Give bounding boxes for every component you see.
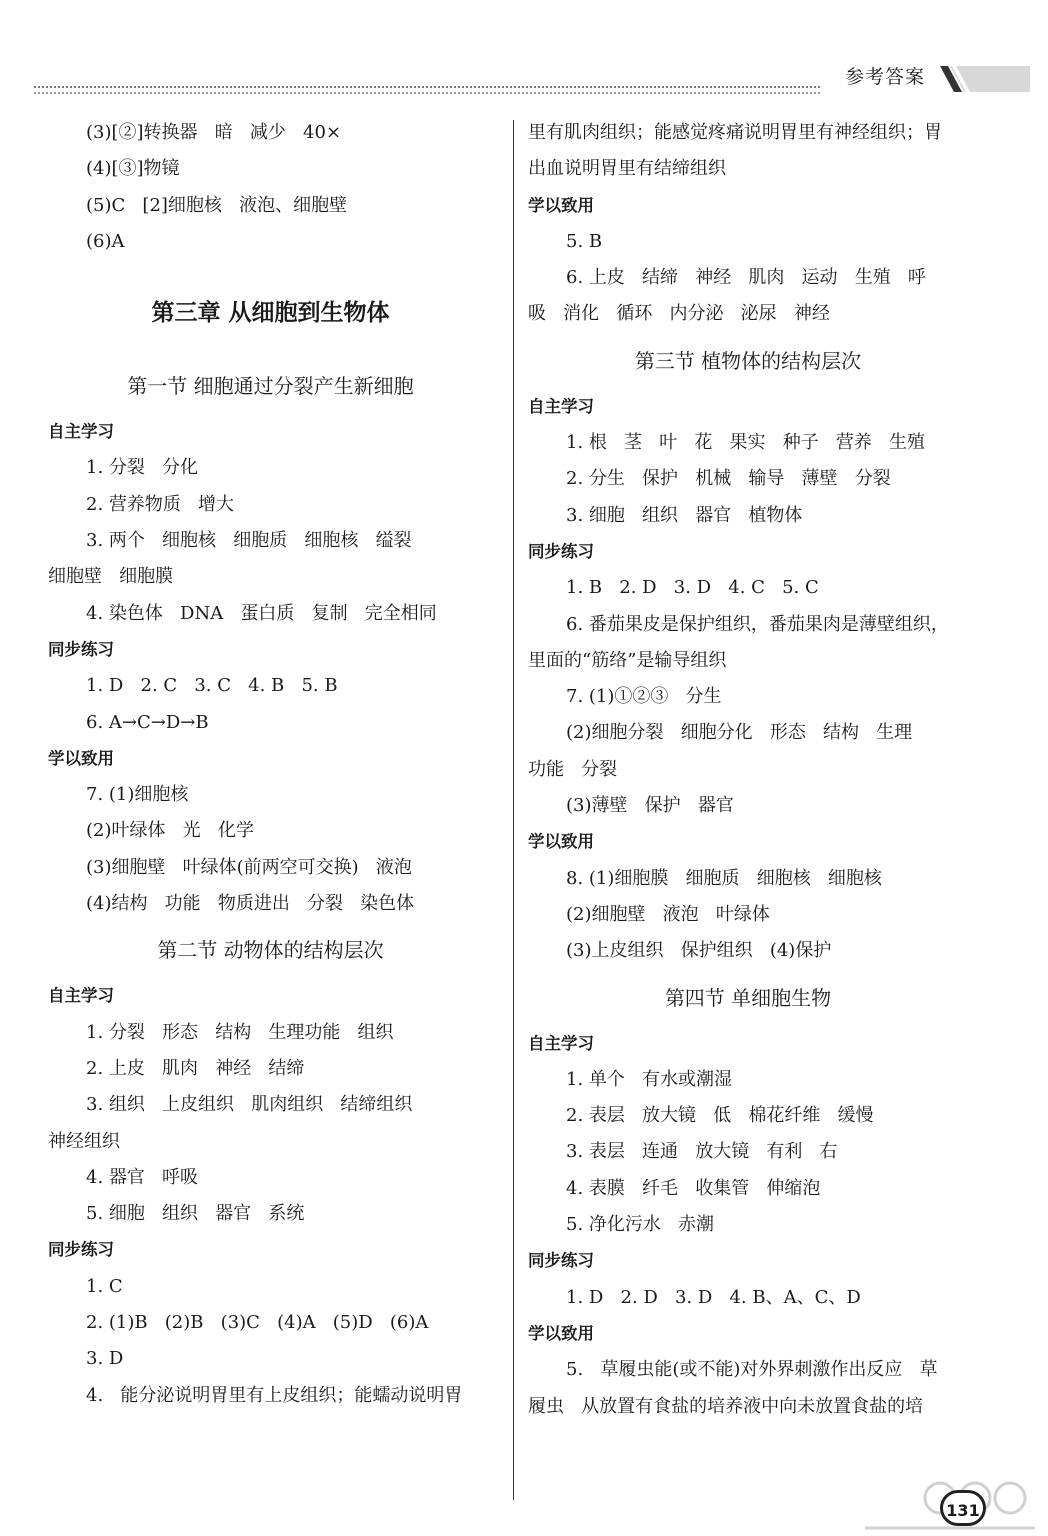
subsection-label: 学以致用 xyxy=(528,1323,594,1343)
column-divider xyxy=(513,120,514,1500)
answer-line: 4. 器官 呼吸 xyxy=(86,1166,199,1188)
subsection-label: 学以致用 xyxy=(48,748,114,768)
answer-line: 4. 染色体 DNA 蛋白质 复制 完全相同 xyxy=(86,602,437,624)
answer-line: 2. 分生 保护 机械 输导 薄壁 分裂 xyxy=(566,468,891,490)
chapter-title: 第三章 从细胞到生物体 xyxy=(151,300,390,327)
answer-line: (2)细胞分裂 细胞分化 形态 结构 生理 xyxy=(566,722,913,744)
answer-line: (4)[③]物镜 xyxy=(86,158,180,180)
answer-line-continued: 吸 消化 循环 内分泌 泌尿 神经 xyxy=(528,303,830,325)
answer-line: 2. 上皮 肌肉 神经 结缔 xyxy=(86,1057,305,1079)
answer-line-continued: 里面的“筋络”是输导组织 xyxy=(528,649,727,671)
answer-line: (2)细胞壁 液泡 叶绿体 xyxy=(566,903,770,925)
answer-line: 6. 上皮 结缔 神经 肌肉 运动 生殖 呼 xyxy=(566,267,926,289)
answer-line: 1. 根 茎 叶 花 果实 种子 营养 生殖 xyxy=(566,432,926,454)
subsection-label: 自主学习 xyxy=(48,422,114,442)
answer-line: (4)结构 功能 物质进出 分裂 染色体 xyxy=(86,893,415,915)
subsection-label: 学以致用 xyxy=(528,195,594,215)
answer-line: 3. 两个 细胞核 细胞质 细胞核 缢裂 xyxy=(86,530,412,552)
answer-line: (2)叶绿体 光 化学 xyxy=(86,820,254,842)
answer-line: 4. 能分泌说明胃里有上皮组织；能蠕动说明胃 xyxy=(86,1384,463,1406)
answer-line: 6. 番茄果皮是保护组织，番茄果肉是薄壁组织， xyxy=(566,613,949,635)
answer-line: 1. D 2. C 3. C 4. B 5. B xyxy=(86,675,338,697)
subsection-label: 自主学习 xyxy=(48,986,114,1006)
answer-line: 4. 表膜 纤毛 收集管 伸缩泡 xyxy=(566,1177,821,1199)
answer-line: 7. (1)①②③ 分生 xyxy=(566,686,722,708)
subsection-label: 同步练习 xyxy=(48,1240,114,1260)
answer-line: 1. C xyxy=(86,1275,123,1297)
answer-line: 3. D xyxy=(86,1348,124,1370)
answer-line-continued: 出血说明胃里有结缔组织 xyxy=(528,158,726,180)
answer-line-continued: 里有肌肉组织；能感觉疼痛说明胃里有神经组织；胃 xyxy=(528,122,942,143)
answer-line: (3)细胞壁 叶绿体(前两空可交换) 液泡 xyxy=(86,856,412,878)
subsection-label: 同步练习 xyxy=(528,1251,594,1271)
answer-line-continued: 履虫 从放置有食盐的培养液中向未放置食盐的培 xyxy=(528,1395,924,1417)
answer-line: (3)[②]转换器 暗 减少 40× xyxy=(86,122,342,143)
answer-line-continued: 细胞壁 细胞膜 xyxy=(48,566,174,588)
answer-line: 1. 单个 有水或潮湿 xyxy=(566,1068,733,1090)
subsection-label: 同步练习 xyxy=(48,639,114,659)
header-decoration-icon xyxy=(940,66,1030,92)
answer-line: 5. 净化污水 赤潮 xyxy=(566,1214,715,1236)
subsection-label: 自主学习 xyxy=(528,396,594,416)
answer-line: (5)C [2]细胞核 液泡、细胞壁 xyxy=(86,194,348,216)
answer-line: 7. (1)细胞核 xyxy=(86,784,189,806)
answer-line: 3. 表层 连通 放大镜 有利 右 xyxy=(566,1141,838,1163)
subsection-label: 自主学习 xyxy=(528,1033,594,1053)
left-column xyxy=(48,115,493,1414)
subsection-label: 学以致用 xyxy=(528,832,594,852)
answer-line: 1. B 2. D 3. D 4. C 5. C xyxy=(566,577,819,599)
answer-line: 6. A→C→D→B xyxy=(86,711,209,733)
section-title: 第四节 单细胞生物 xyxy=(664,985,832,1010)
answer-line: 5. B xyxy=(566,230,603,252)
answer-line: 3. 组织 上皮组织 肌肉组织 结缔组织 xyxy=(86,1094,413,1116)
section-title: 第一节 细胞通过分裂产生新细胞 xyxy=(127,374,414,399)
answer-line-continued: 神经组织 xyxy=(48,1130,120,1152)
page-number: 131 xyxy=(940,1490,986,1526)
answer-line: 8. (1)细胞膜 细胞质 细胞核 细胞核 xyxy=(566,867,882,889)
answer-line: (3)上皮组织 保护组织 (4)保护 xyxy=(566,940,832,962)
answer-line: (6)A xyxy=(86,230,125,252)
subsection-label: 同步练习 xyxy=(528,541,594,561)
header-rule xyxy=(34,86,820,94)
answer-line: (3)薄壁 保护 器官 xyxy=(566,795,734,817)
answer-line: 2. (1)B (2)B (3)C (4)A (5)D (6)A xyxy=(86,1312,429,1334)
section-title: 第二节 动物体的结构层次 xyxy=(157,938,384,963)
answer-line: 1. 分裂 形态 结构 生理功能 组织 xyxy=(86,1021,394,1043)
answer-line: 3. 细胞 组织 器官 植物体 xyxy=(566,504,803,526)
answer-line: 5. 草履虫能(或不能)对外界刺激作出反应 草 xyxy=(566,1359,938,1381)
answer-line-continued: 功能 分裂 xyxy=(528,758,618,780)
answer-line: 1. 分裂 分化 xyxy=(86,457,199,479)
header-title: 参考答案 xyxy=(845,66,926,88)
answer-line: 2. 营养物质 增大 xyxy=(86,493,235,515)
right-column xyxy=(528,115,968,1425)
answer-line: 2. 表层 放大镜 低 棉花纤维 缓慢 xyxy=(566,1105,874,1127)
section-title: 第三节 植物体的结构层次 xyxy=(634,348,862,373)
answer-line: 5. 细胞 组织 器官 系统 xyxy=(86,1203,305,1225)
answer-line: 1. D 2. D 3. D 4. B、A、C、D xyxy=(566,1286,861,1308)
